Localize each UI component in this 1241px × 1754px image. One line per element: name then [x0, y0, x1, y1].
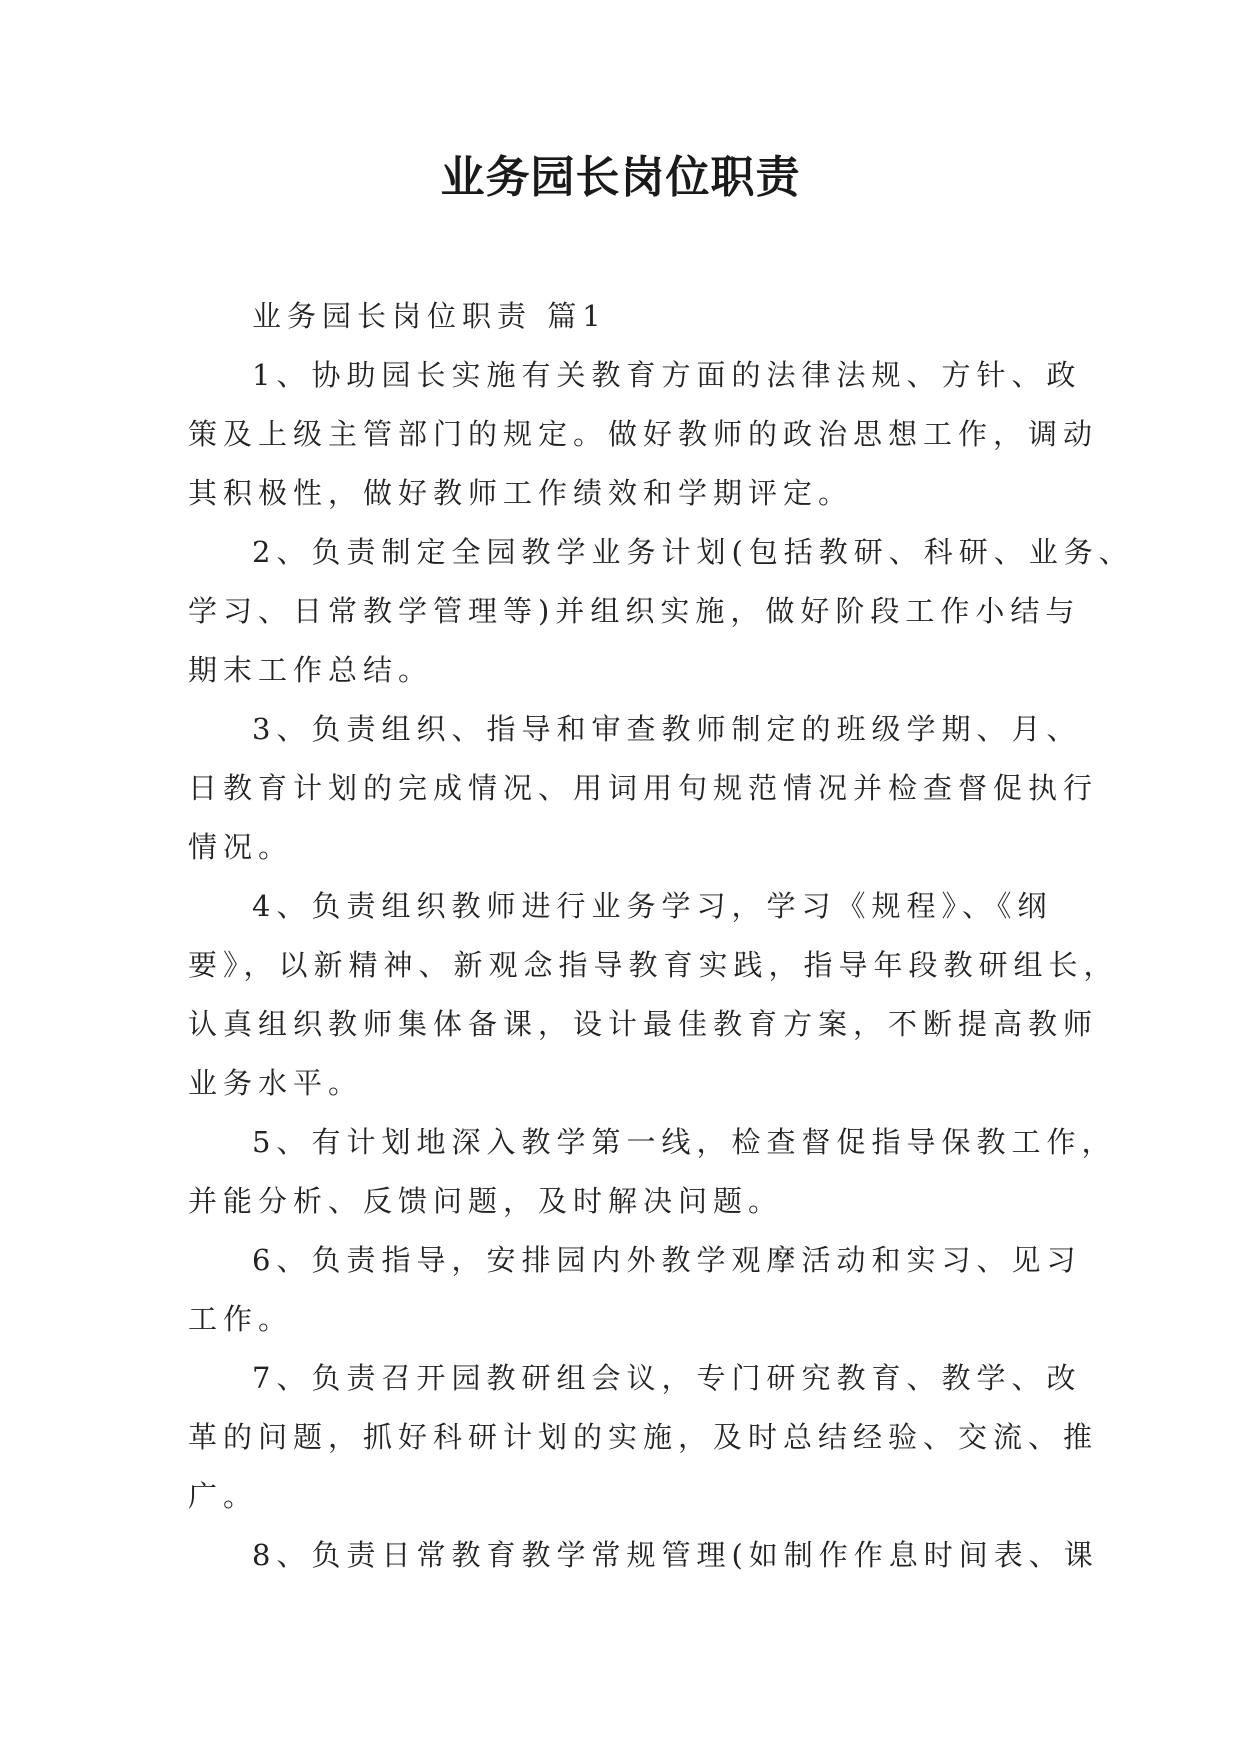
body-line: 8、负责日常教育教学常规管理(如制作作息时间表、课: [252, 1538, 1099, 1572]
body-line: 革的问题，抓好科研计划的实施，及时总结经验、交流、推: [188, 1420, 1099, 1454]
body-line: 学习、日常教学管理等)并组织实施，做好阶段工作小结与: [188, 594, 1081, 628]
document-body: [188, 287, 1134, 1585]
body-line: 7、负责召开园教研组会议，专门研究教育、教学、改: [252, 1361, 1082, 1395]
body-line: 广。: [188, 1479, 259, 1513]
document-title: 业务园长岗位职责: [440, 152, 801, 203]
body-line: 认真组织教师集体备课，设计最佳教育方案，不断提高教师: [188, 1007, 1099, 1041]
body-line: 6、负责指导，安排园内外教学观摩活动和实习、见习: [252, 1243, 1082, 1277]
body-line: 情况。: [188, 830, 294, 864]
body-line: 要》，以新精神、新观念指导教育实践，指导年段教研组长，: [188, 948, 1119, 982]
body-line: 1、协助园长实施有关教育方面的法律法规、方针、政: [252, 358, 1082, 392]
body-line: 2、负责制定全园教学业务计划(包括教研、科研、业务、: [252, 535, 1134, 569]
body-line: 业务园长岗位职责 篇1: [252, 299, 607, 333]
body-line: 并能分析、反馈问题，及时解决问题。: [188, 1184, 784, 1218]
body-line: 其积极性，做好教师工作绩效和学期评定。: [188, 476, 854, 510]
body-line: 日教育计划的完成情况、用词用句规范情况并检查督促执行: [188, 771, 1099, 805]
body-line: 5、有计划地深入教学第一线，检查督促指导保教工作，: [252, 1125, 1117, 1159]
body-line: 期末工作总结。: [188, 653, 434, 687]
body-line: 工作。: [188, 1302, 294, 1336]
body-line: 策及上级主管部门的规定。做好教师的政治思想工作，调动: [188, 417, 1099, 451]
body-line: 业务水平。: [188, 1066, 364, 1100]
body-line: 4、负责组织教师进行业务学习，学习《规程》、《纲: [252, 889, 1053, 923]
body-line: 3、负责组织、指导和审查教师制定的班级学期、月、: [252, 712, 1082, 746]
